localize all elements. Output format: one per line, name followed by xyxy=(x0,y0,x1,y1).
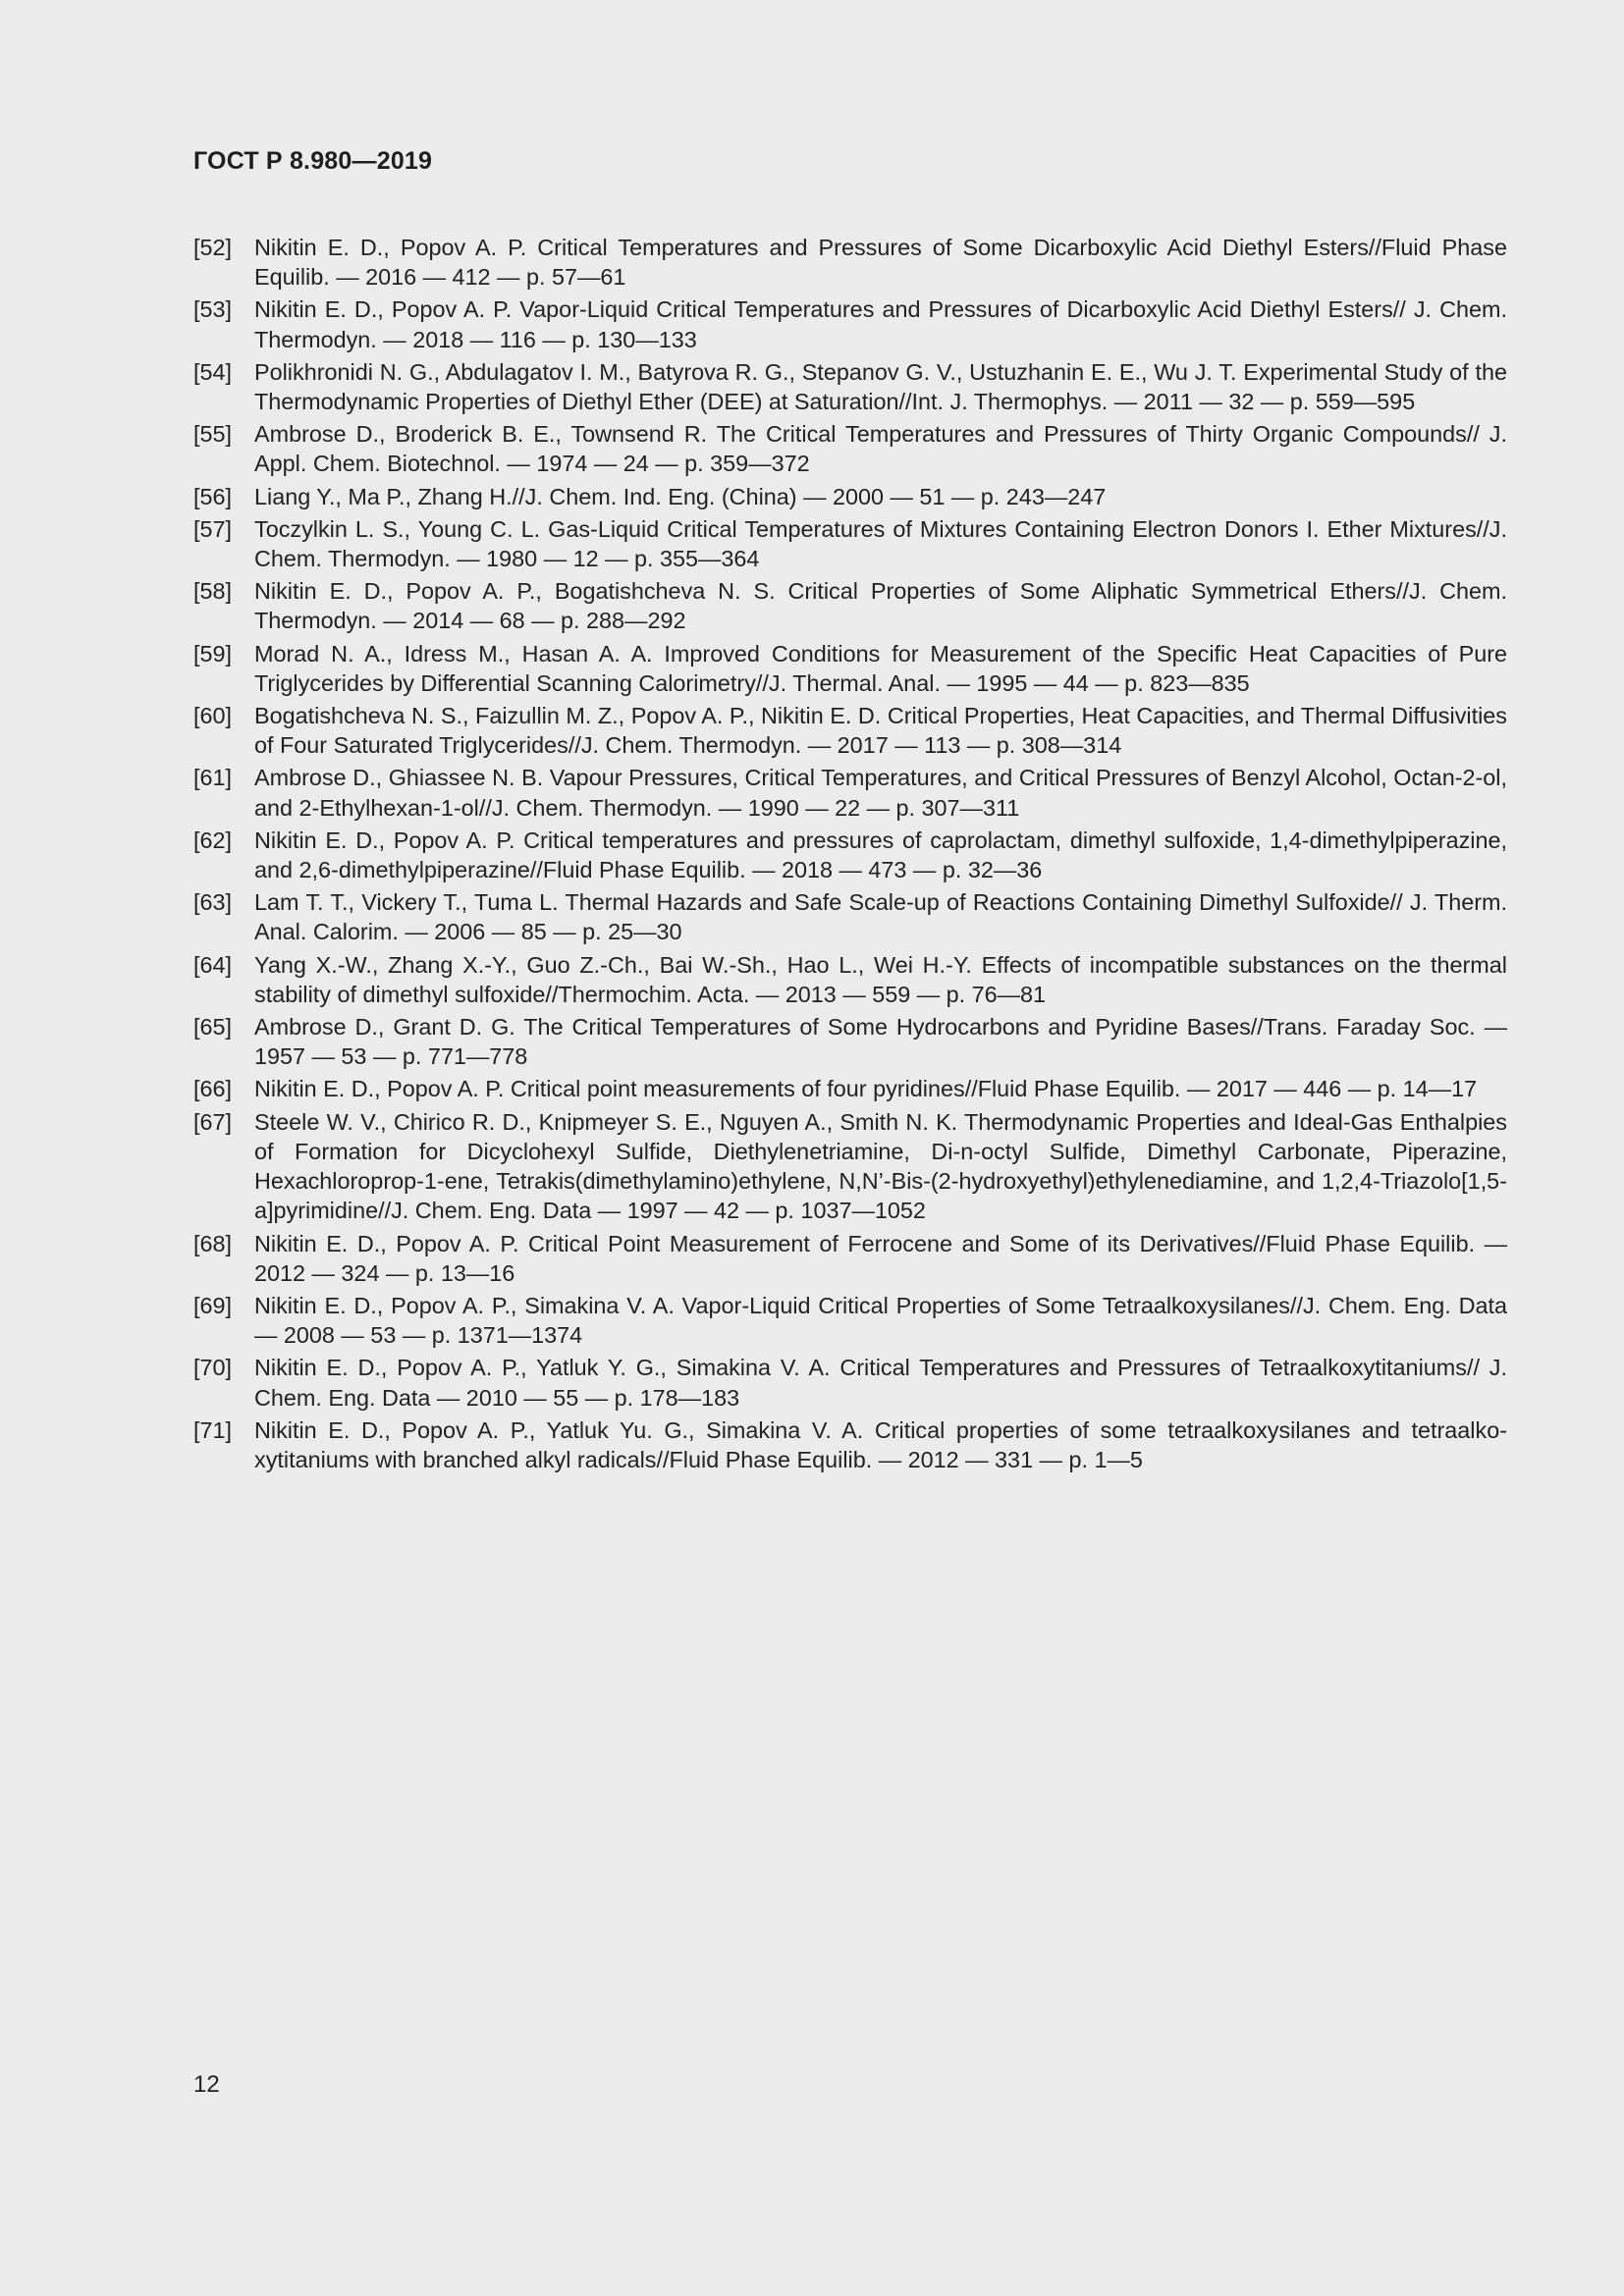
reference-number: [68] xyxy=(193,1230,233,1256)
reference-text: Nikitin E. D., Popov A. P., Simakina V. A. Vapor-Liquid Critical Properties of Some Tetraalkoxysilanes//J. Chem. Eng. Data — 2008 — 53 — p. 1371—1374 xyxy=(254,1292,1507,1349)
reference-text: Nikitin E. D., Popov A. P. Critical point measurements of four pyridines//Fluid Phase Equilib. — 2017 — 446 — p. 14—17 xyxy=(254,1076,1478,1102)
reference-item xyxy=(193,514,1507,573)
reference-text: Morad N. A., Idress M., Hasan A. A. Improved Conditions for Measurement of the Specific Heat Capacities of Pure Triglycerides by Differential Scanning Calorimetry//J. Thermal. Anal. — 1995 — 44 — p. 823—835 xyxy=(254,640,1507,696)
page-number: 12 xyxy=(193,2071,220,2098)
reference-text: Nikitin E. D., Popov A. P. Critical temperatures and pressures of caprolactam, dimethyl sulfoxide, 1,4-dimethylpiperazine, and 2,6-dimethylpiperazine//Fluid Phase Equilib. — 2018 — 473 — p. 32—36 xyxy=(254,827,1507,883)
reference-item xyxy=(193,950,1507,1009)
reference-text: Nikitin E. D., Popov A. P., Yatluk Y. G., Simakina V. A. Critical Temperatures and Pressures of Tetraalkoxytitaniums// J. Chem. Eng. Data — 2010 — 55 — p. 178—183 xyxy=(254,1355,1507,1411)
reference-item xyxy=(193,1353,1507,1412)
reference-number: [52] xyxy=(193,235,233,260)
reference-item xyxy=(193,482,1507,511)
reference-text: Ambrose D., Ghiassee N. B. Vapour Pressures, Critical Temperatures, and Critical Pressures of Benzyl Alcohol, Octan-2-ol, and 2-Ethylhexan-1-ol//J. Chem. Thermodyn. — 1990 — 22 — p. 307—311 xyxy=(254,765,1507,821)
reference-item xyxy=(193,1074,1507,1103)
reference-number: [65] xyxy=(193,1014,233,1041)
reference-number: [56] xyxy=(193,483,233,509)
reference-item xyxy=(193,826,1507,884)
reference-number: [59] xyxy=(193,640,233,667)
reference-number: [60] xyxy=(193,703,233,729)
reference-text: Ambrose D., Broderick B. E., Townsend R. The Critical Temperatures and Pressures of Thirty Organic Compounds// J. Appl. Chem. Biotechnol. — 1974 — 24 — p. 359—372 xyxy=(254,421,1507,477)
reference-number: [71] xyxy=(193,1416,233,1443)
reference-item xyxy=(193,1229,1507,1288)
reference-number: [62] xyxy=(193,827,233,853)
reference-number: [70] xyxy=(193,1355,233,1381)
reference-item xyxy=(193,701,1507,760)
reference-text: Nikitin E. D., Popov A. P. Critical Temperatures and Pressures of Some Dicarboxylic Acid Diethyl Esters//Fluid Phase Equilib. — 2016 — 412 — p. 57—61 xyxy=(254,235,1507,291)
reference-text: Liang Y., Ma P., Zhang H.//J. Chem. Ind. Eng. (China) — 2000 — 51 — p. 243—247 xyxy=(254,483,1107,509)
reference-number: [61] xyxy=(193,765,233,791)
reference-item xyxy=(193,357,1507,416)
reference-text: Bogatishcheva N. S., Faizullin M. Z., Popov A. P., Nikitin E. D. Critical Properties, Heat Capacities, and Thermal Diffusivities of Four Saturated Triglycerides//J. Chem. Thermodyn. — 2017 — 113 — p. 308—314 xyxy=(254,703,1507,759)
reference-text: Yang X.-W., Zhang X.-Y., Guo Z.-Ch., Bai W.-Sh., Hao L., Wei H.-Y. Effects of incompatible substances on the thermal stability of dimethyl sulfoxide//Thermochim. Acta. — 2013 — 559 — p. 76—81 xyxy=(254,951,1507,1007)
reference-item xyxy=(193,576,1507,635)
reference-item xyxy=(193,1291,1507,1350)
reference-text: Steele W. V., Chirico R. D., Knipmeyer S. E., Nguyen A., Smith N. K. Thermodynamic Properties and Ideal-Gas Enthalpies of Formation for Dicyclohexyl Sulfide, Diethylenetriamine, Di-n-octyl Sulfide, Dimethyl Carbonate, Piperazine, Hexachloroprop-1-ene, Tetrakis(dimethylamino)ethylene, N,N’-Bis-(2-hydroxyethyl)ethylenediamine, and 1,2,4-Triazolo[1,5-a]pyrimidine//J. Chem. Eng. Data — 1997 — 42 — p. 1037—1052 xyxy=(254,1108,1507,1224)
reference-item xyxy=(193,763,1507,822)
reference-list xyxy=(193,233,1507,1477)
reference-number: [69] xyxy=(193,1292,233,1318)
reference-item xyxy=(193,1415,1507,1474)
reference-number: [67] xyxy=(193,1108,233,1135)
standard-header: ГОСТ Р 8.980—2019 xyxy=(193,147,433,175)
reference-number: [66] xyxy=(193,1076,233,1102)
reference-text: Nikitin E. D., Popov A. P. Critical Point Measurement of Ferrocene and Some of its Derivatives//Fluid Phase Equilib. — 2012 — 324 — p. 13—16 xyxy=(254,1230,1507,1286)
reference-text: Nikitin E. D., Popov A. P. Vapor-Liquid Critical Temperatures and Pressures of Dicarboxylic Acid Diethyl Esters// J. Chem. Thermodyn. — 2018 — 116 — p. 130—133 xyxy=(254,296,1507,352)
reference-text: Polikhronidi N. G., Abdulagatov I. M., Batyrova R. G., Stepanov G. V., Ustuzhanin E. E., Wu J. T. Experimental Study of the Thermodynamic Properties of Diethyl Ether (DEE) at Saturation//Int. J. Thermophys. — 2011 — 32 — p. 559—595 xyxy=(254,358,1507,415)
reference-item xyxy=(193,1107,1507,1226)
reference-number: [64] xyxy=(193,951,233,978)
reference-item xyxy=(193,233,1507,292)
reference-number: [63] xyxy=(193,889,233,916)
reference-item xyxy=(193,1012,1507,1071)
reference-number: [54] xyxy=(193,358,233,385)
reference-text: Lam T. T., Vickery T., Tuma L. Thermal Hazards and Safe Scale-up of Reactions Containing Dimethyl Sulfoxide// J. Therm. Anal. Calorim. — 2006 — 85 — p. 25—30 xyxy=(254,889,1507,945)
reference-text: Nikitin E. D., Popov A. P., Yatluk Yu. G., Simakina V. A. Critical properties of some tetraalkoxysilanes and tetraalkoxytitaniums with branched alkyl radicals//Fluid Phase Equilib. — 2012 — 331 — p. 1—5 xyxy=(254,1416,1507,1472)
reference-text: Nikitin E. D., Popov A. P., Bogatishcheva N. S. Critical Properties of Some Aliphatic Symmetrical Ethers//J. Chem. Thermodyn. — 2014 — 68 — p. 288—292 xyxy=(254,578,1507,634)
reference-item xyxy=(193,294,1507,353)
reference-item xyxy=(193,419,1507,478)
reference-number: [57] xyxy=(193,515,233,542)
reference-number: [58] xyxy=(193,578,233,605)
reference-item xyxy=(193,639,1507,698)
reference-number: [53] xyxy=(193,296,233,323)
reference-item xyxy=(193,887,1507,946)
reference-text: Toczylkin L. S., Young C. L. Gas-Liquid Critical Temperatures of Mixtures Containing Electron Donors I. Ether Mixtures//J. Chem. Thermodyn. — 1980 — 12 — p. 355—364 xyxy=(254,515,1507,572)
reference-number: [55] xyxy=(193,421,233,448)
reference-text: Ambrose D., Grant D. G. The Critical Temperatures of Some Hydrocarbons and Pyridine Bases//Trans. Faraday Soc. — 1957 — 53 — p. 771—778 xyxy=(254,1014,1507,1070)
